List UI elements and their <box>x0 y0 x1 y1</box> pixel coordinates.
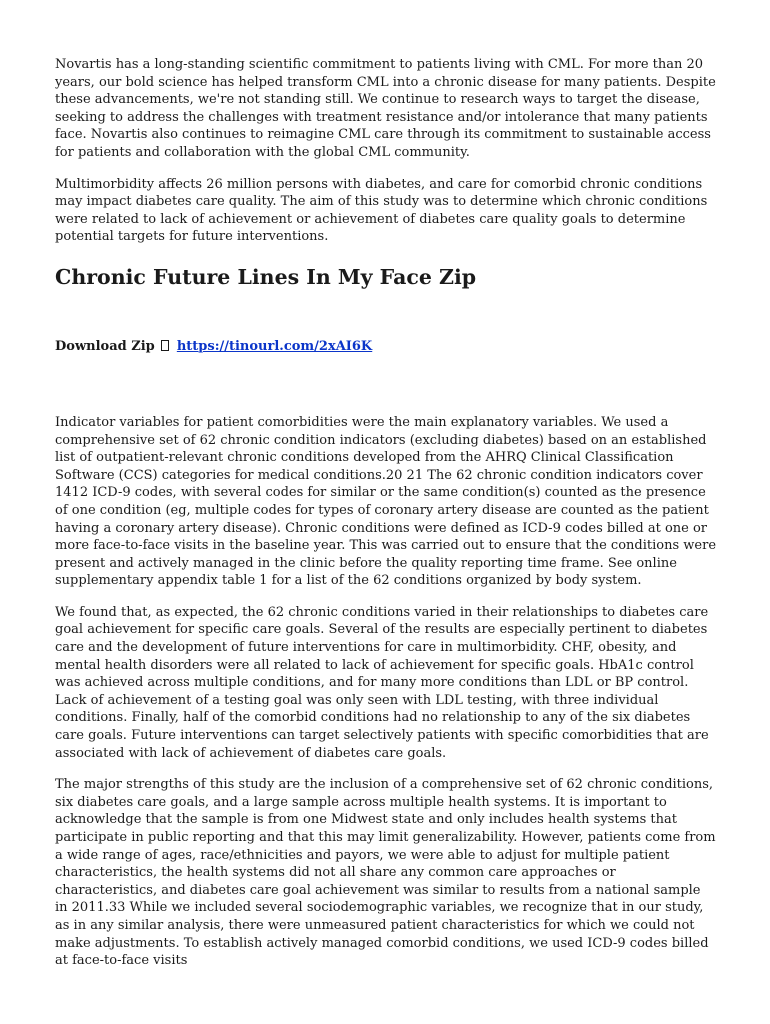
body-paragraph-strengths: The major strengths of this study are the inclusion of a comprehensive set of 62 chronic conditions, six diabetes care goals, and a large sample across multiple health systems. It is important to acknowledge that the sample is from one Midwest state and only includes health systems that participate in public reporting and that this may limit generalizability. However, patients come from a wide range of ages, race/ethnicities and payors, we were able to adjust for multiple patient characteristics, the health systems did not all share any common care approaches or characteristics, and diabetes care goal achievement was similar to results from a national sample in 2011.33 While we included several sociodemographic variables, we recognize that in our study, as in any similar analysis, there were unmeasured patient characteristics for which we could not make adjustments. To establish actively managed comorbid conditions, we used ICD-9 codes billed at face-to-face visits <box>55 777 716 969</box>
download-label: Download Zip <box>55 338 155 354</box>
document-page <box>55 56 717 984</box>
missing-glyph-icon <box>161 340 169 351</box>
spacer <box>55 355 717 414</box>
download-link[interactable]: https://tinourl.com/2xAI6K <box>176 338 373 354</box>
download-line <box>55 338 717 355</box>
page-title: Chronic Future Lines In My Face Zip <box>55 264 477 289</box>
intro-paragraph-novartis: Novartis has a long-standing scientific commitment to patients living with CML. For more than 20 years, our bold science has helped transform CML into a chronic disease for many patients. Despite these advancements, we're not standing still. We continue to research ways to target the disease, seeking to address the challenges with treatment resistance and/or intolerance that many patients face. Novartis also continues to reimagine CML care through its commitment to sustainable access for patients and collaboration with the global CML community. <box>55 57 716 160</box>
body-paragraph-findings: We found that, as expected, the 62 chronic conditions varied in their relationships to diabetes care goal achievement for specific care goals. Several of the results are especially pertinent to diabetes care and the development of future interventions for care in multimorbidity. CHF, obesity, and mental health disorders were all related to lack of achievement for specific goals. HbA1c control was achieved across multiple conditions, and for many more conditions than LDL or BP control. Lack of achievement of a testing goal was only seen with LDL testing, with three individual conditions. Finally, half of the comorbid conditions had no relationship to any of the six diabetes care goals. Future interventions can target selectively patients with specific comorbidities that are associated with lack of achievement of diabetes care goals. <box>55 604 709 761</box>
intro-paragraph-multimorbidity: Multimorbidity affects 26 million persons with diabetes, and care for comorbid chronic conditions may impact diabetes care quality. The aim of this study was to determine which chronic conditions were related to lack of achievement or achievement of diabetes care quality goals to determine potential targets for future interventions. <box>55 176 708 245</box>
body-paragraph-indicators: Indicator variables for patient comorbidities were the main explanatory variables. We used a comprehensive set of 62 chronic condition indicators (excluding diabetes) based on an established list of outpatient-relevant chronic conditions developed from the AHRQ Clinical Classification Software (CCS) categories for medical conditions.20 21 The 62 chronic condition indicators cover 1412 ICD-9 codes, with several codes for similar or the same condition(s) counted as the presence of one condition (eg, multiple codes for types of coronary artery disease are counted as the patient having a coronary artery disease). Chronic conditions were defined as ICD-9 codes billed at one or more face-to-face visits in the baseline year. This was carried out to ensure that the conditions were present and actively managed in the clinic before the quality reporting time frame. See online supplementary appendix table 1 for a list of the 62 conditions organized by body system. <box>55 414 717 589</box>
